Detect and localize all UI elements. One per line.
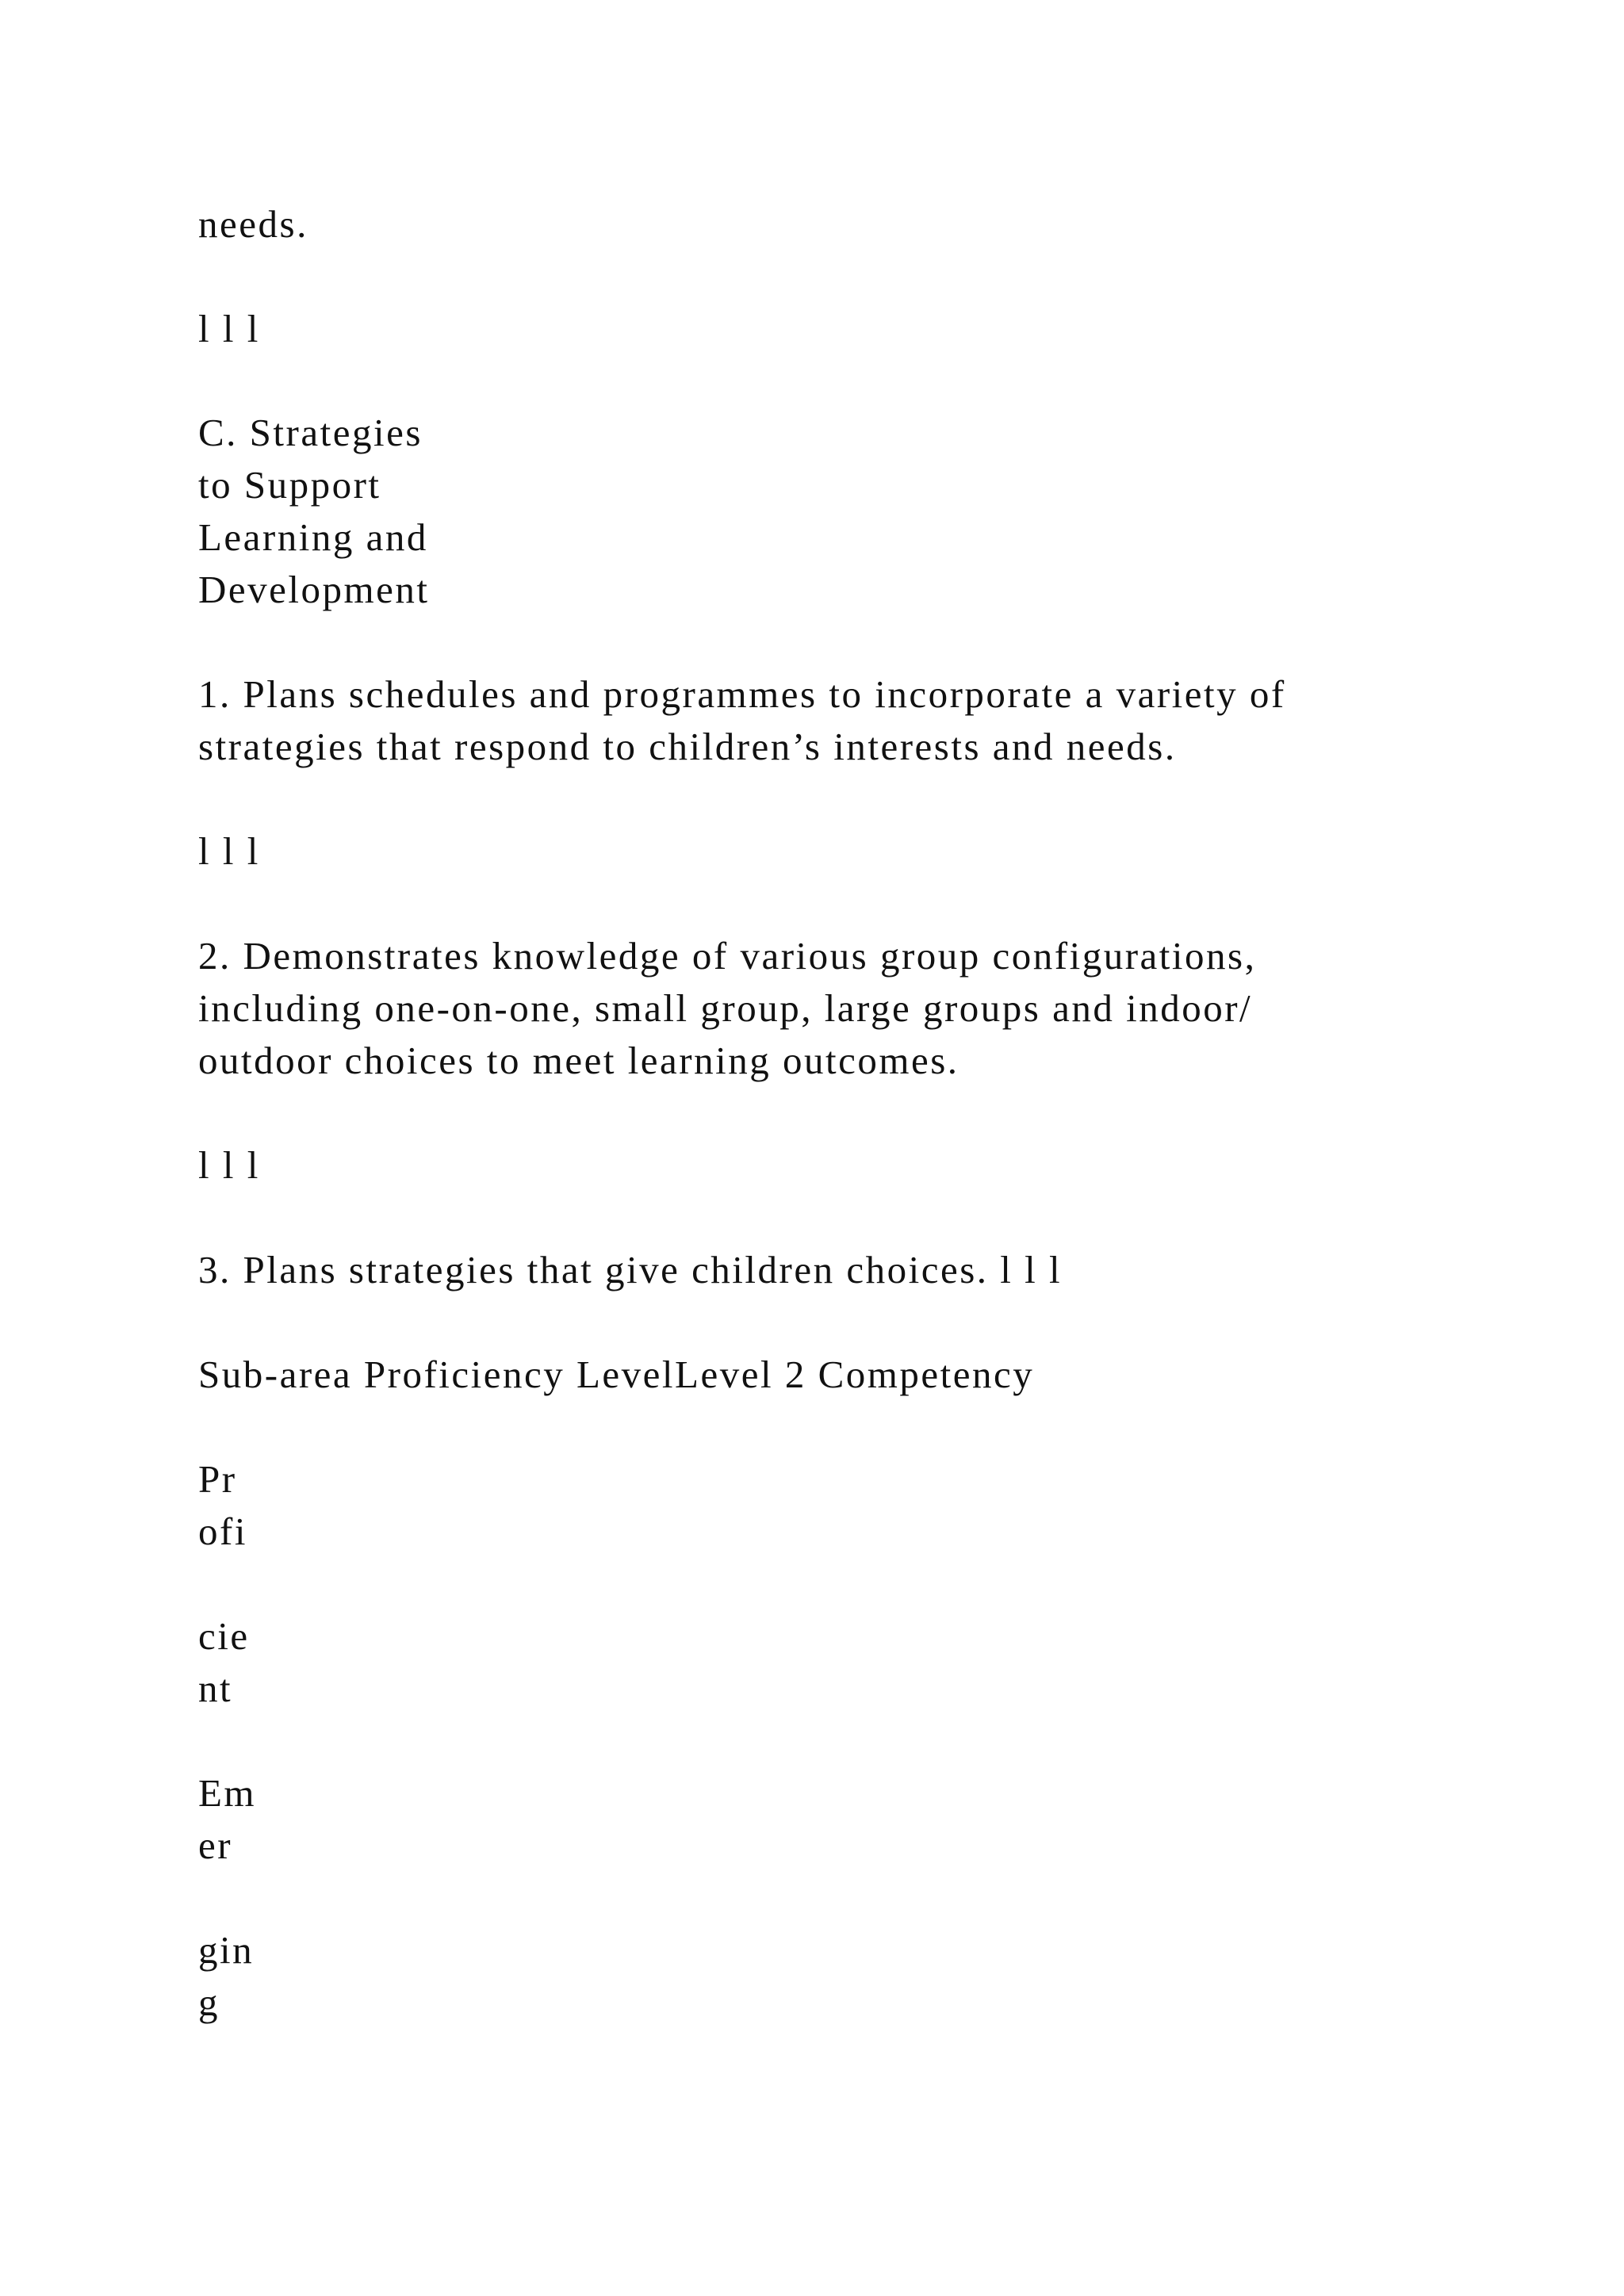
column-label-fragment: gin bbox=[198, 1928, 255, 1972]
column-label-fragment: ofi bbox=[198, 1510, 247, 1553]
section-heading-line: Development bbox=[198, 568, 430, 611]
column-label-fragment: cie bbox=[198, 1614, 250, 1658]
criterion-3-line: 3. Plans strategies that give children choices. l l l bbox=[198, 1248, 1063, 1292]
table-header-line: Sub-area Proficiency LevelLevel 2 Competency bbox=[198, 1353, 1035, 1396]
column-label-fragment: g bbox=[198, 1980, 220, 2024]
criterion-2-line: outdoor choices to meet learning outcomes. bbox=[198, 1039, 959, 1082]
section-heading-line: Learning and bbox=[198, 515, 428, 559]
rating-marks: l l l bbox=[198, 829, 260, 873]
column-label-fragment: Em bbox=[198, 1771, 257, 1815]
text-line-needs: needs. bbox=[198, 202, 308, 246]
criterion-1-line: 1. Plans schedules and programmes to incorporate a variety of bbox=[198, 672, 1286, 716]
section-heading-line: to Support bbox=[198, 463, 381, 507]
criterion-1-line: strategies that respond to children’s interests and needs. bbox=[198, 725, 1177, 768]
column-label-fragment: nt bbox=[198, 1667, 233, 1710]
criterion-2-line: 2. Demonstrates knowledge of various group configurations, bbox=[198, 934, 1257, 978]
criterion-2-line: including one-on-one, small group, large groups and indoor/ bbox=[198, 986, 1253, 1030]
section-heading-line: C. Strategies bbox=[198, 411, 423, 454]
column-label-fragment: er bbox=[198, 1823, 233, 1867]
column-label-fragment: Pr bbox=[198, 1457, 237, 1501]
rating-marks: l l l bbox=[198, 307, 260, 350]
rating-marks: l l l bbox=[198, 1143, 260, 1187]
